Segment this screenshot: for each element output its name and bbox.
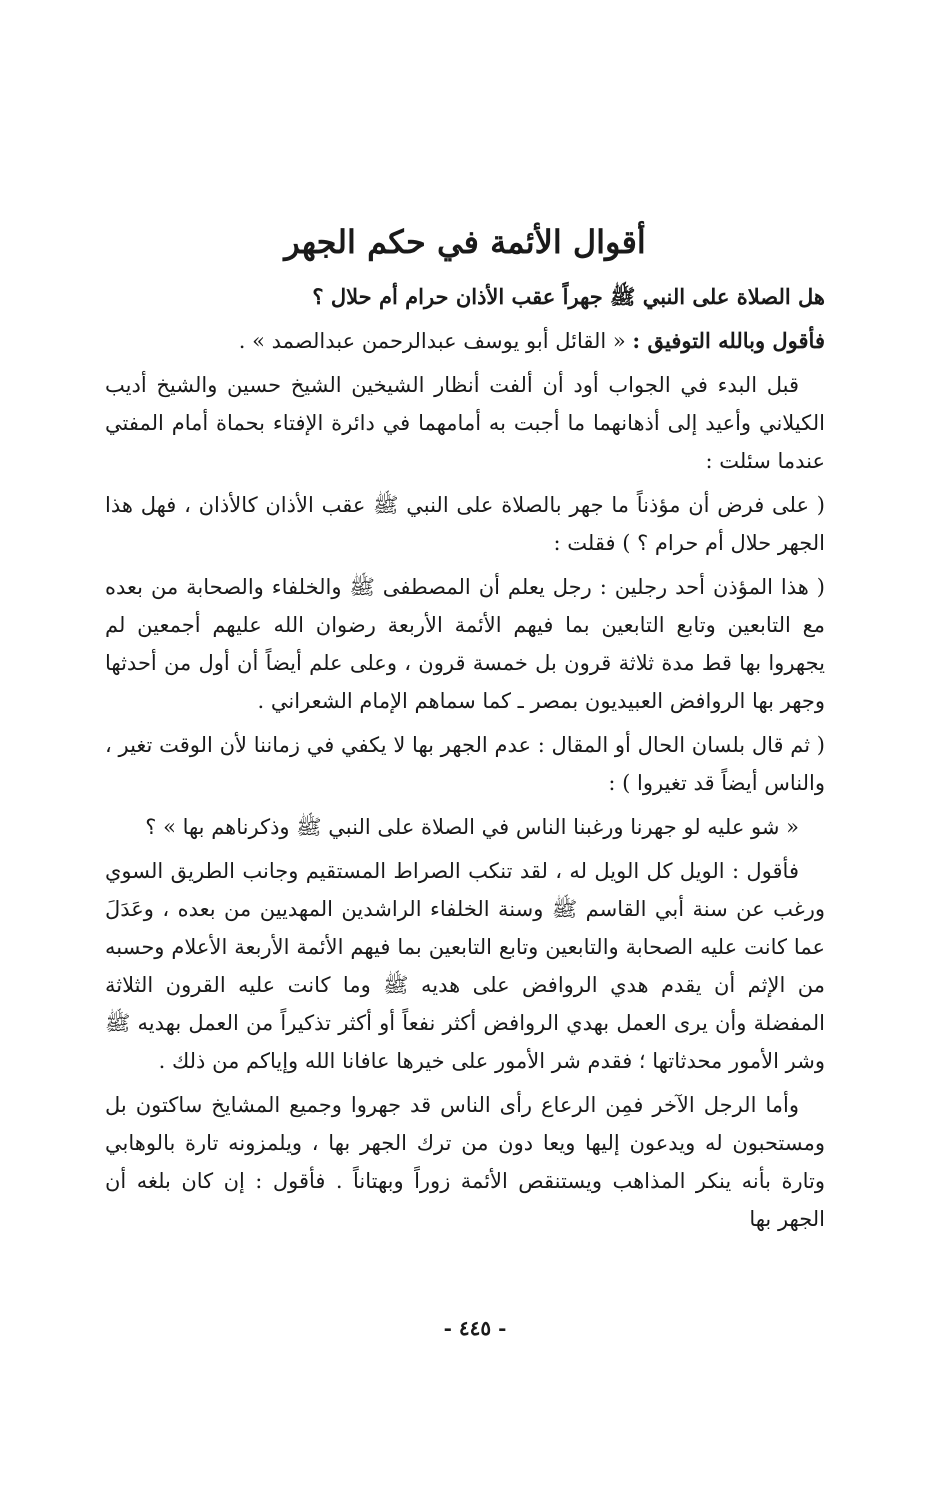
paragraph-objection: ( ثم قال بلسان الحال أو المقال : عدم الجهر بها لا يكفي في زماننا لأن الوقت تغير ، والناس أيضاً قد تغيروا ) :: [105, 732, 825, 795]
question-heading: هل الصلاة على النبي ﷺ جهراً عقب الأذان حرام أم حلال ؟: [312, 283, 825, 309]
answer-intro-label: فأقول وبالله التوفيق :: [632, 327, 825, 353]
paragraph-preface: قبل البدء في الجواب أود أن ألفت أنظار الشيخين الشيخ حسين والشيخ أديب الكيلاني وأعيد إلى أذهانهما ما أجبت به أمامهما في دائرة الإفتاء بحماة أمام المفتي عندما سئلت :: [105, 372, 825, 473]
paragraph-response: فأقول : الويل كل الويل له ، لقد تنكب الصراط المستقيم وجانب الطريق السوي ورغب عن سنة أبي القاسم ﷺ وسنة الخلفاء الراشدين المهديين من بعده ، وعَدَلَ عما كانت عليه الصحابة والتابعين وتابع التابعين بما فيهم الأئمة الأربعة الأعلام وحسبه من الإثم أن يقدم هدي الروافض على هديه ﷺ وما كانت عليه القرون الثلاثة المفضلة وأن يرى العمل بهدي الروافض أكثر نفعاً أو أكثر تذكيراً من العمل بهديه ﷺ وشر الأمور محدثاتها ؛ فقدم شر الأمور على خيرها عافانا الله وإياكم من ذلك .: [105, 858, 825, 1073]
answer-intro-rest: « القائل أبو يوسف عبدالرحمن عبدالصمد » .: [238, 328, 633, 353]
answer-intro: [105, 322, 825, 360]
paragraph-quote: « شو عليه لو جهرنا ورغبنا الناس في الصلاة على النبي ﷺ وذكرناهم بها » ؟: [145, 814, 799, 839]
page-body: [105, 222, 825, 1244]
paragraph-first-man: ( هذا المؤذن أحد رجلين : رجل يعلم أن المصطفى ﷺ والخلفاء والصحابة من بعده مع التابعين وتابع التابعين بما فيهم الأئمة الأربعة رضوان الله عليهم أجمعين لم يجهروا بها قط مدة ثلاثة قرون بل خمسة قرون ، وعلى علم أيضاً أن أول من أحدثها وجهر بها الروافض العبيديون بمصر ـ كما سماهم الإمام الشعراني .: [105, 574, 825, 713]
paragraph-hypothetical-question: ( على فرض أن مؤذناً ما جهر بالصلاة على النبي ﷺ عقب الأذان كالأذان ، فهل هذا الجهر حلال أم حرام ؟ ) فقلت :: [105, 492, 825, 555]
paragraph-second-man: وأما الرجل الآخر فمِن الرعاع رأى الناس قد جهروا وجميع المشايخ ساكتون بل ومستحبون له ويدعون إليها ويعا دون من ترك الجهر بها ، ويلمزونه تارة بالوهابي وتارة بأنه ينكر المذاهب ويستنقص الأئمة زوراً وبهتاناً . فأقول : إن كان بلغه أن الجهر بها: [105, 1092, 825, 1231]
page-title: أقوال الأئمة في حكم الجهر: [284, 223, 646, 261]
page-number: - ٤٤٥ -: [443, 1316, 507, 1340]
